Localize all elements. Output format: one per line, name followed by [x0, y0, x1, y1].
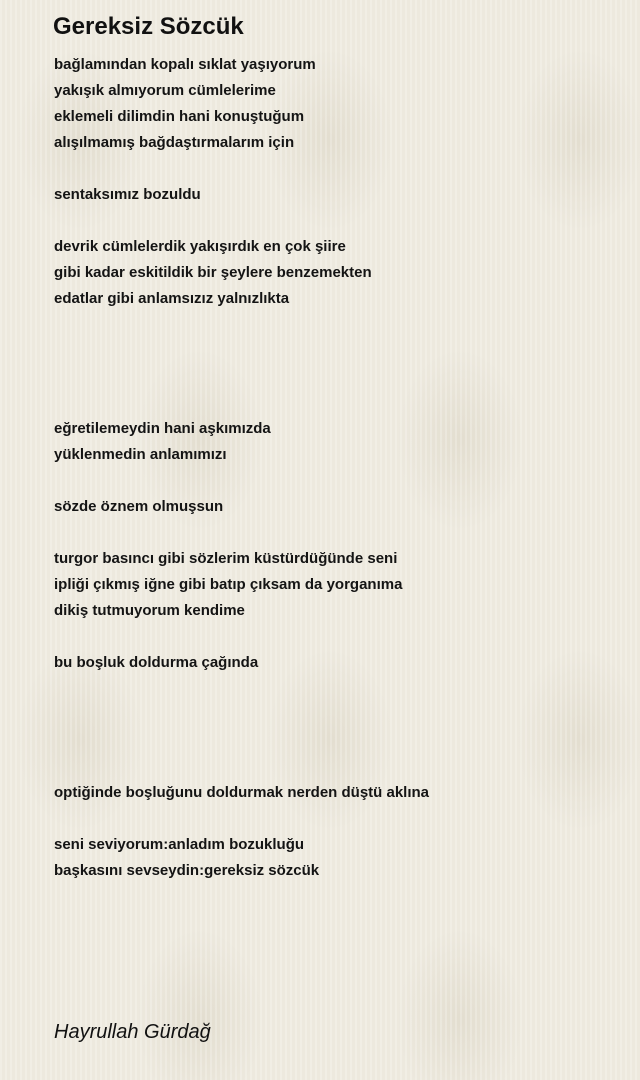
stanza-break: [54, 390, 614, 416]
poem-line: bağlamından kopalı sıklat yaşıyorum: [54, 56, 316, 73]
poem-title: Gereksiz Sözcük: [53, 13, 244, 40]
poem-line: sözde öznem olmuşsun: [54, 498, 224, 515]
poem-line: yakışık almıyorum cümlelerime: [54, 82, 276, 99]
stanza-break: [54, 312, 614, 338]
stanza-break: [54, 156, 614, 182]
poem-line: turgor basıncı gibi sözlerim küstürdüğünde seni: [54, 550, 398, 567]
stanza-break: [54, 728, 614, 754]
stanza-break: [54, 468, 614, 494]
poem-author: Hayrullah Gürdağ: [54, 1021, 211, 1043]
poem-line: ipliği çıkmış iğne gibi batıp çıksam da yorganıma: [54, 576, 403, 593]
stanza-break: [54, 702, 614, 728]
stanza-break: [54, 520, 614, 546]
stanza-break: [54, 676, 614, 702]
poem-line: eğretilemeydin hani aşkımızda: [54, 420, 271, 437]
stanza-break: [54, 208, 614, 234]
poem-line: dikiş tutmuyorum kendime: [54, 602, 245, 619]
stanza-break: [54, 806, 614, 832]
poem-line: başkasını sevseydin:gereksiz sözcük: [54, 862, 320, 879]
poem-line: seni seviyorum:anladım bozukluğu: [54, 836, 305, 853]
poem-body: [54, 52, 614, 884]
poem-line: sentaksımız bozuldu: [54, 186, 201, 203]
poem-line: eklemeli dilimdin hani konuştuğum: [54, 108, 305, 125]
poem-line: optiğinde boşluğunu doldurmak nerden düştü aklına: [54, 784, 430, 801]
poem-line: yüklenmedin anlamımızı: [54, 446, 227, 463]
poem-line: bu boşluk doldurma çağında: [54, 654, 259, 671]
poem-line: gibi kadar eskitildik bir şeylere benzemekten: [54, 264, 372, 281]
poem-line: edatlar gibi anlamsızız yalnızlıkta: [54, 290, 290, 307]
stanza-break: [54, 624, 614, 650]
stanza-break: [54, 364, 614, 390]
poem-line: alışılmamış bağdaştırmalarım için: [54, 134, 295, 151]
poem-line: devrik cümlelerdik yakışırdık en çok şiire: [54, 238, 346, 255]
stanza-break: [54, 338, 614, 364]
stanza-break: [54, 754, 614, 780]
